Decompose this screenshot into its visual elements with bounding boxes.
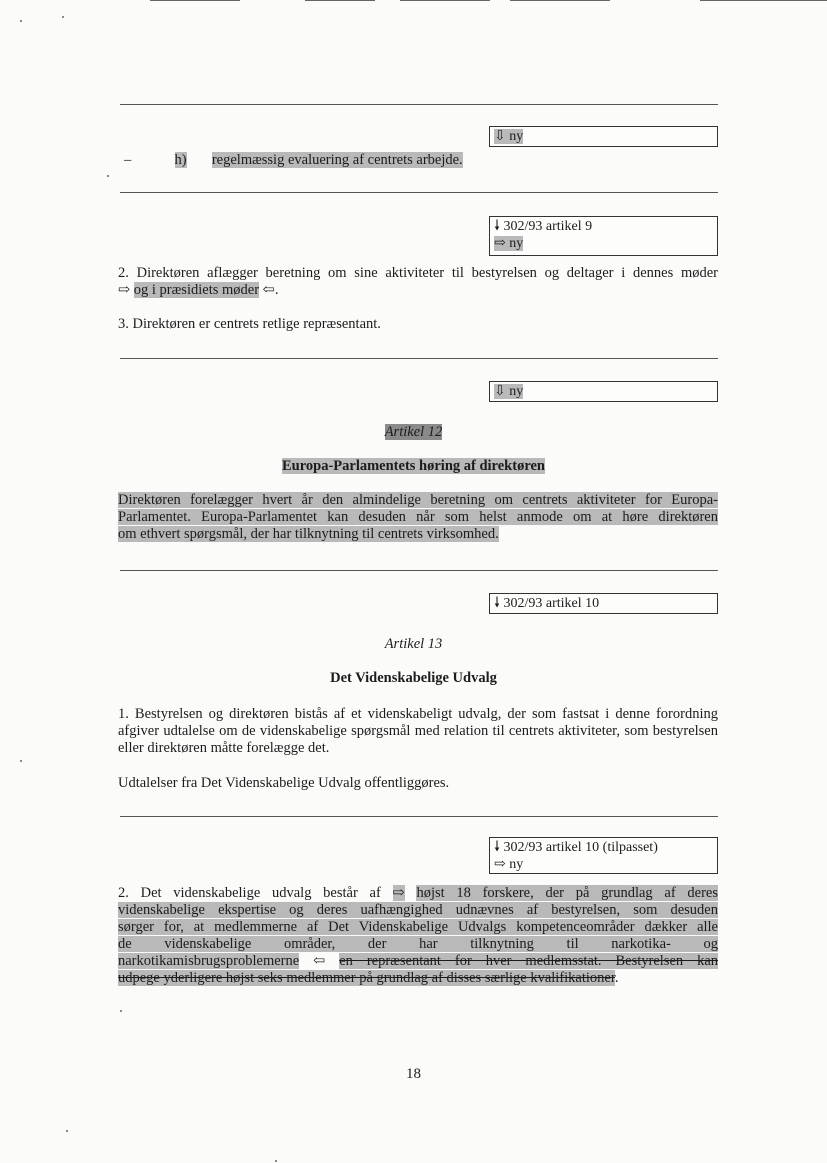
insert-end-arrow: ⇦	[313, 953, 326, 969]
paragraph-2	[118, 265, 718, 299]
list-letter: h)	[174, 152, 187, 168]
inserted-text: og i præsidiets møder	[133, 282, 260, 298]
scan-speck	[20, 20, 22, 22]
article-13-paragraph-2	[118, 885, 718, 987]
article-12-line: Direktøren forelægger hvert år den almindelige beretning om centrets aktiviteter for Europa-	[118, 492, 718, 508]
paragraph-prefix: 2. Det videnskabelige udvalg består af	[118, 885, 381, 901]
top-edge-line	[305, 0, 375, 1]
list-item-h	[124, 152, 463, 169]
article-13-paragraph-1: 1. Bestyrelsen og direktøren bistås af et videnskabeligt udvalg, der som fastsat i denne forordning afgiver udtalelse om de videnskabelige spørgsmål med relation til centrets aktiviteter, som bestyrelsen eller direktøren måtte forelægge det.	[118, 706, 718, 756]
top-edge-line	[400, 0, 490, 1]
deleted-text: en repræsentant for hver medlemsstat. Bestyrelsen kan	[339, 953, 718, 969]
ref-new-label: ⇩ ny	[494, 129, 524, 144]
section-divider	[120, 104, 718, 105]
ref-source-label: 🠗 302/93 artikel 9	[494, 219, 593, 234]
scan-speck	[275, 1160, 277, 1162]
inserted-text: højst 18 forskere, der på grundlag af deres	[416, 885, 718, 901]
ref-source-label: 🠗 302/93 artikel 10	[494, 596, 600, 611]
reference-box	[489, 381, 718, 402]
insert-start-arrow: ⇨	[392, 885, 405, 901]
section-divider	[120, 358, 718, 359]
article-12-title-text: Europa-Parlamentets høring af direktøren	[281, 458, 545, 474]
deleted-text: udpege yderligere højst seks medlemmer på grundlag af disses særlige kvalifikationer	[118, 970, 615, 986]
article-12-heading-text: Artikel 12	[384, 424, 443, 440]
article-13-heading: Artikel 13	[384, 636, 443, 652]
reference-box	[489, 126, 718, 147]
inserted-text: videnskabelige ekspertise og deres uafhængighed udnævnes af bestyrelsen, som desuden	[118, 902, 718, 918]
scan-speck	[20, 760, 22, 762]
top-edge-line	[150, 0, 240, 1]
article-12-title	[0, 458, 827, 475]
reference-box	[489, 216, 718, 256]
inserted-text: narkotikamisbrugsproblemerne	[118, 953, 300, 969]
scan-speck	[107, 175, 109, 177]
article-12-body	[118, 492, 718, 543]
scan-speck	[62, 16, 64, 18]
ref-new-label: ⇨ ny	[494, 857, 524, 872]
inserted-text: sørger for, at medlemmerne af Det Videnskabelige Udvalgs kompetenceområder dækker alle	[118, 919, 718, 935]
insert-start-arrow: ⇨	[118, 282, 131, 298]
ref-new-label: ⇨ ny	[494, 236, 524, 251]
top-edge-line	[700, 0, 827, 1]
page-number: 18	[406, 1066, 421, 1082]
inserted-text: de videnskabelige områder, der har tilknytning til narkotika- og	[118, 936, 718, 952]
article-13-publication-note: Udtalelser fra Det Videnskabelige Udvalg offentliggøres.	[118, 775, 450, 791]
paragraph-3: 3. Direktøren er centrets retlige repræsentant.	[118, 316, 381, 332]
section-divider	[120, 192, 718, 193]
ref-source-label: 🠗 302/93 artikel 10 (tilpasset)	[494, 840, 658, 855]
section-divider	[120, 570, 718, 571]
list-item-text: regelmæssig evaluering af centrets arbejde.	[211, 152, 463, 168]
article-12-line: om ethvert spørgsmål, der har tilknytning til centrets virksomhed.	[118, 526, 499, 542]
article-13-title: Det Videnskabelige Udvalg	[330, 670, 497, 686]
scan-speck	[120, 1010, 122, 1012]
article-12-line: Parlamentet. Europa-Parlamentet kan desuden når som helst anmode om at høre direktøren	[118, 509, 718, 525]
period: .	[274, 282, 279, 298]
list-dash: –	[124, 152, 132, 168]
article-12-heading	[0, 424, 827, 441]
insert-end-arrow: ⇦	[262, 282, 275, 298]
reference-box	[489, 593, 718, 614]
period: .	[614, 970, 619, 986]
ref-new-label: ⇩ ny	[494, 384, 524, 399]
paragraph-2-text: 2. Direktøren aflægger beretning om sine aktiviteter til bestyrelsen og deltager i dennes møder	[118, 265, 718, 281]
top-edge-line	[510, 0, 610, 1]
reference-box	[489, 837, 718, 874]
section-divider	[120, 816, 718, 817]
scan-speck	[66, 1130, 68, 1132]
